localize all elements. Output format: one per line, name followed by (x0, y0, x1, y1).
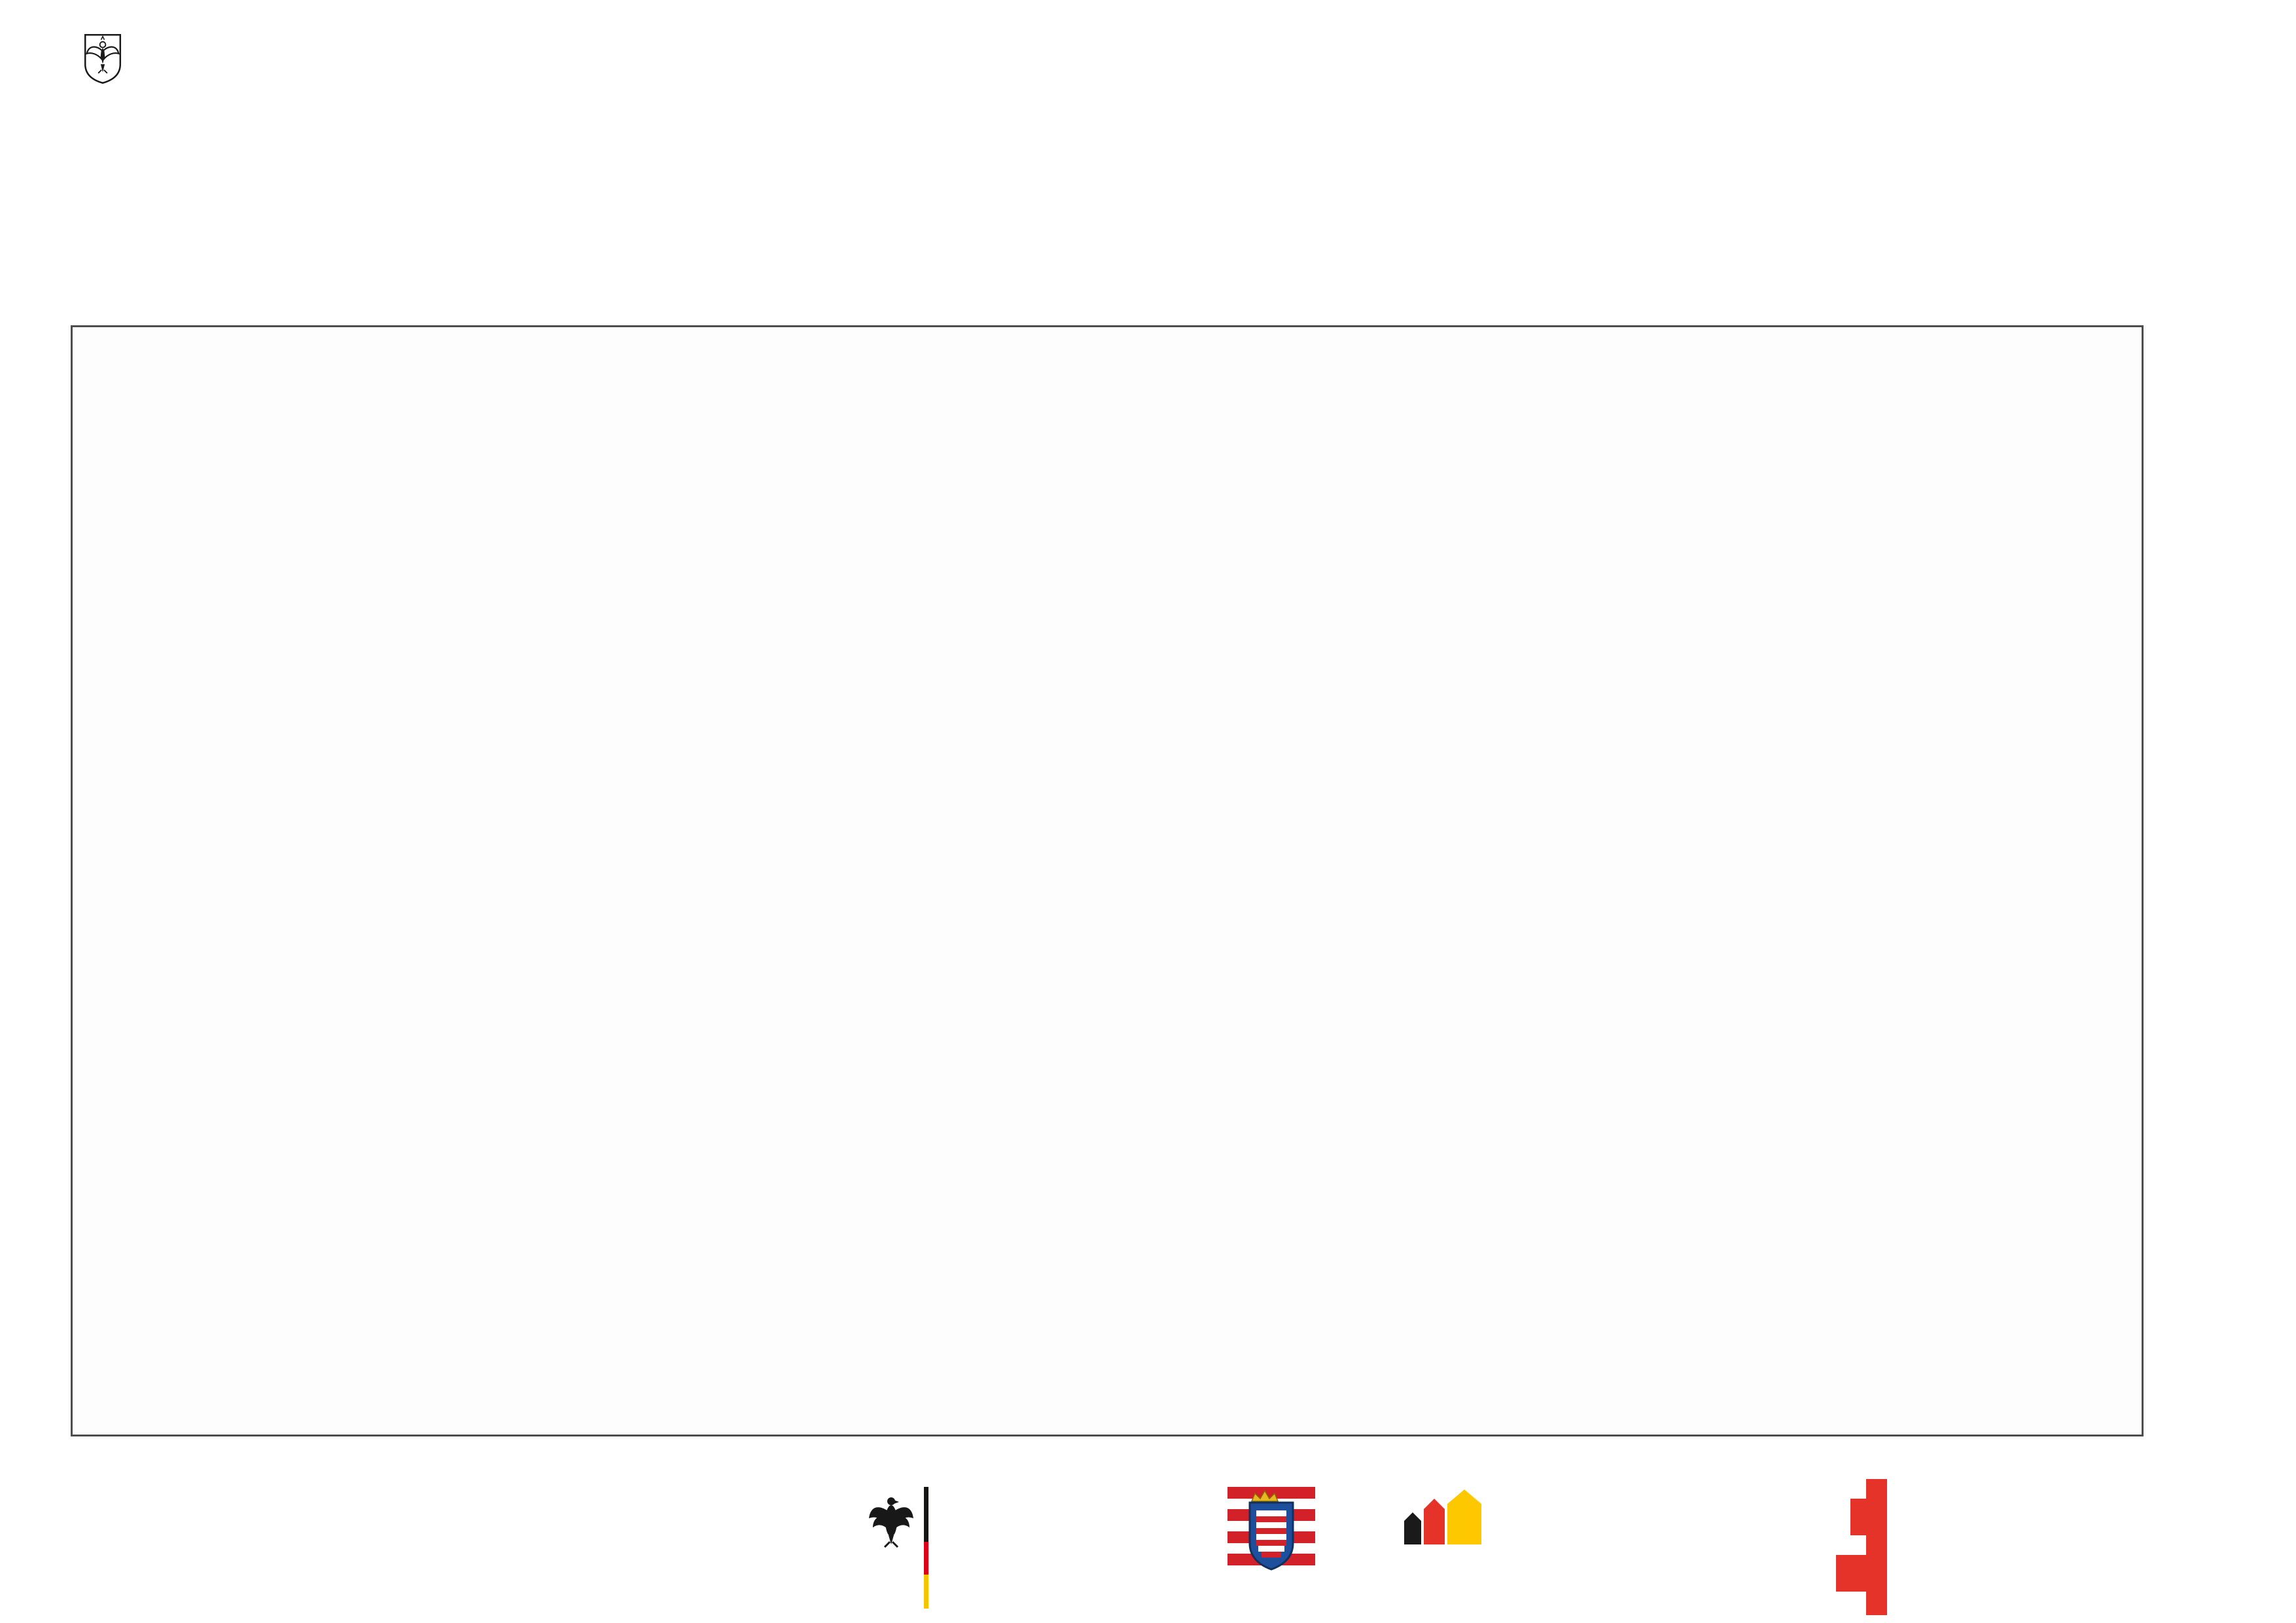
stadtplanungsamt-logo (1836, 1479, 1921, 1615)
wachstum-badge (1680, 84, 2145, 395)
three-houses-icon (1404, 1489, 1493, 1544)
site-plan-map (71, 325, 2144, 1436)
german-flag-bar (924, 1487, 928, 1609)
hessen-coat-of-arms-icon (1222, 1480, 1320, 1578)
wachstum-badge-small (1548, 1479, 1764, 1623)
bund-ministry-logo (868, 1487, 938, 1609)
staedtebaufoerderung-logo (1404, 1489, 1528, 1558)
city-logo (73, 34, 132, 92)
stadtplanungsamt-mark-icon (1836, 1479, 1904, 1615)
frankfurt-eagle-shield-icon (82, 34, 123, 92)
cadastral-map-canvas (73, 327, 2142, 1435)
bundesadler-icon (868, 1487, 915, 1553)
hessen-logo (1216, 1476, 1327, 1582)
